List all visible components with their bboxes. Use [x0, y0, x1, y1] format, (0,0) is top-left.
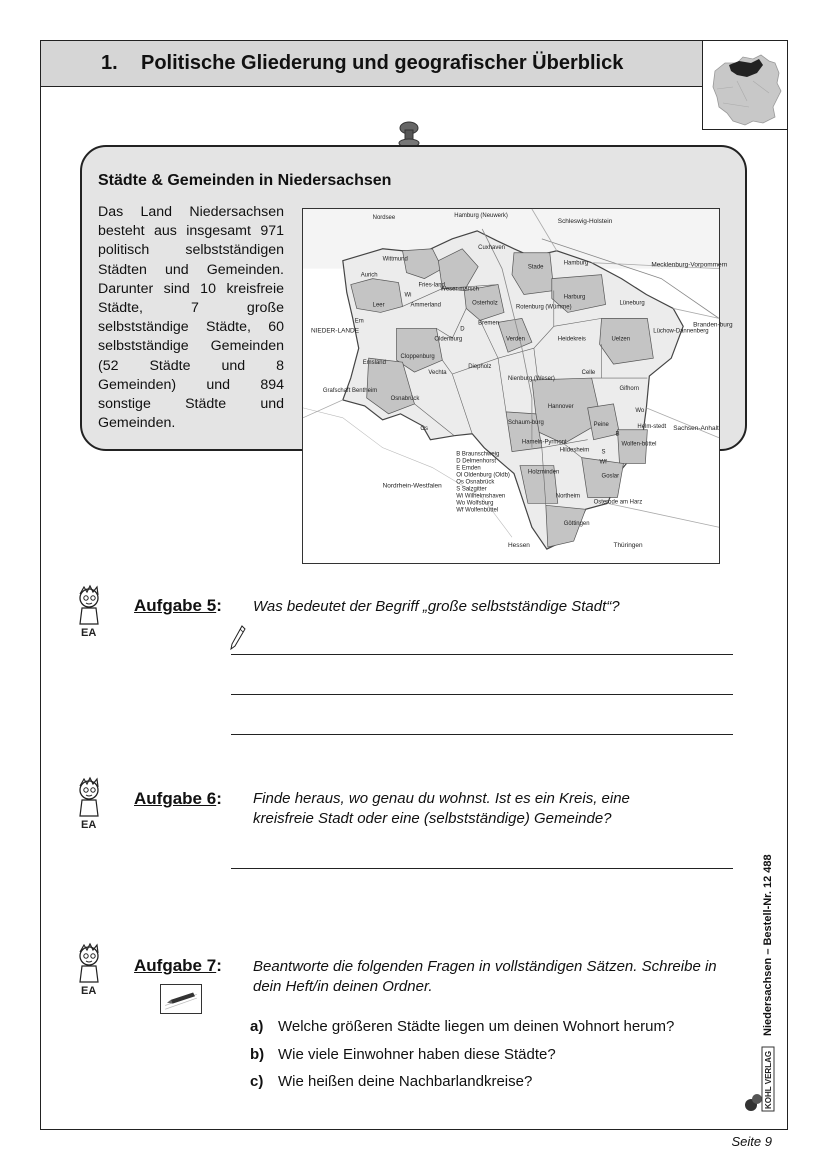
map-label-hameln: Hameln-Pyrmont [521, 439, 567, 446]
task-6-text: Finde heraus, wo genau du wohnst. Ist es ein Kreis, eine kreisfreie Stadt oder eine (selbstständige) Gemeinde? [253, 790, 630, 827]
map-label-mecklenburg: Mecklenburg-Vorpommern [651, 261, 728, 269]
map-label-nienburg: Nienburg (Weser) [508, 376, 555, 383]
map-label-friesland: Fries-land [418, 282, 445, 289]
student-figure-icon [72, 942, 106, 1004]
task-7-item: b) Wie viele Einwohner haben diese Städte? [250, 1046, 556, 1063]
task-5-text: Was bedeutet der Begriff „große selbstständige Stadt“? [253, 598, 620, 615]
pencil-icon [230, 624, 246, 652]
map-label-schaumburg: Schaum-burg [508, 419, 544, 426]
task-7-label: Aufgabe 7: [134, 956, 222, 975]
map-label-osterholz: Osterholz [472, 300, 498, 307]
map-label-hamburg: Hamburg [563, 260, 589, 267]
answer-line[interactable] [231, 868, 733, 869]
svg-text:EA: EA [81, 627, 97, 639]
map-label-cloppenburg: Cloppenburg [400, 354, 435, 361]
map-legend-item: Wi Wilhelmshaven [456, 493, 506, 500]
map-label-thueringen: Thüringen [613, 542, 643, 550]
map-label-d: D [460, 326, 465, 333]
map-legend-item: Os Osnabrück [456, 479, 495, 486]
student-figure-icon [72, 776, 106, 838]
map-legend-item: Wo Wolfsburg [456, 500, 494, 507]
map-label-brandenburg: Branden-burg [693, 321, 733, 329]
map-label-osterode: Osterode am Harz [593, 499, 643, 506]
map-label-grafschaft: Grafschaft Bentheim [322, 387, 378, 394]
publisher-logo [742, 1045, 776, 1115]
task-5-label: Aufgabe 5: [134, 596, 222, 615]
map-legend-item: E Emden [456, 465, 481, 472]
map-label-wo: Wo [635, 407, 645, 414]
svg-text:KOHL VERLAG: KOHL VERLAG [764, 1050, 773, 1109]
chapter-header [40, 40, 703, 87]
map-label-holzminden: Holzminden [527, 469, 560, 476]
map-label-celle: Celle [581, 370, 596, 377]
map-label-osnabrueck: Osnabrück [390, 395, 420, 402]
answer-line[interactable] [231, 654, 733, 655]
niedersachsen-map [302, 208, 733, 564]
chapter-number: 1. [101, 52, 118, 74]
notebook-writing-icon [160, 984, 202, 1014]
task-6-label: Aufgabe 6: [134, 789, 222, 808]
map-label-s: S [601, 449, 606, 456]
map-label-os: Os [420, 425, 429, 432]
svg-text:EA: EA [81, 819, 97, 831]
map-label-wittmund: Wittmund [382, 256, 408, 263]
order-number-sidebar: Niedersachsen – Bestell-Nr. 12 488 [762, 854, 774, 1036]
map-label-nrw: Nordrhein-Westfalen [382, 482, 442, 490]
map-legend-item: Ol Oldenburg (Oldb) [456, 472, 510, 479]
map-label-heidekreis: Heidekreis [557, 336, 586, 343]
answer-line[interactable] [231, 694, 733, 695]
info-box-title: Städte & Gemeinden in Niedersachsen [98, 172, 392, 189]
task-7-text: Beantworte die folgenden Fragen in vollständigen Sätzen. Schreibe in dein Heft/in deinen Ordner. [253, 958, 717, 995]
map-label-uelzen: Uelzen [611, 336, 631, 343]
map-label-bremen: Bremen [478, 320, 500, 327]
map-label-emsland: Emsland [362, 360, 386, 367]
map-label-stade: Stade [527, 264, 544, 271]
map-label-hessen: Hessen [508, 542, 530, 550]
map-label-oldenburg: Oldenburg [434, 336, 463, 343]
student-figure-icon [72, 584, 106, 646]
map-label-wolfenbuettel: Wolfen-büttel [621, 441, 657, 448]
map-label-wf: Wf [599, 459, 607, 466]
map-label-wi: Wi [404, 292, 412, 299]
task-7-item: a) Welche größeren Städte liegen um deinen Wohnort herum? [250, 1018, 675, 1035]
task-7-item: c) Wie heißen deine Nachbarlandkreise? [250, 1073, 533, 1090]
svg-text:EA: EA [81, 985, 97, 997]
map-legend-item: B Braunschweig [456, 451, 500, 458]
map-label-niederlande: NIEDER-LANDE [310, 327, 360, 335]
map-label-rotenburg: Rotenburg (Wümme) [515, 304, 572, 311]
map-label-diepholz: Diepholz [468, 364, 492, 371]
map-label-hamburg-neuwerk: Hamburg (Neuwerk) [454, 212, 508, 219]
map-label-leer: Leer [372, 302, 385, 309]
answer-line[interactable] [231, 734, 733, 735]
map-label-peine: Peine [593, 421, 609, 428]
map-legend-item: S Salzgitter [456, 486, 487, 493]
map-label-ammerland: Ammerland [410, 302, 441, 309]
map-label-em: Em [354, 318, 364, 325]
map-label-lueneburg: Lüneburg [619, 300, 645, 307]
map-label-gifhorn: Gifhorn [619, 385, 640, 392]
map-label-luechow: Lüchow-Dannenberg [653, 328, 709, 335]
map-label-harburg: Harburg [563, 294, 586, 301]
info-box-text: Das Land Niedersachsen besteht aus insgesamt 971 politisch selbstständigen Städten und Gemeinden. Darunter sind 10 kreisfreie Städte, 7 große selbstständige Städte, 60 selbstständige Gemeinden (52 Städte und 8 Gemeinden) und 894 sonstige Städte und Gemeinden. [98, 204, 284, 432]
germany-locator-map-icon [702, 40, 788, 130]
map-label-hannover: Hannover [547, 403, 574, 410]
page-number: Seite 9 [731, 1134, 772, 1149]
map-label-aurich: Aurich [360, 272, 378, 279]
map-label-cuxhaven: Cuxhaven [478, 244, 505, 251]
map-label-goettingen: Göttingen [563, 521, 590, 528]
map-label-schleswig: Schleswig-Holstein [557, 217, 613, 225]
map-legend-item: Wf Wolfenbüttel [456, 507, 499, 514]
map-label-nordsee: Nordsee [372, 214, 396, 221]
map-label-northeim: Northeim [555, 493, 580, 500]
map-label-hildesheim: Hildesheim [559, 447, 590, 454]
map-legend-item: D Delmenhorst [456, 458, 496, 465]
map-label-sachsen-anhalt: Sachsen-Anhalt [673, 424, 719, 432]
chapter-title-text: Politische Gliederung und geografischer Überblick [141, 52, 624, 74]
map-label-b: B [615, 431, 620, 438]
map-label-helmstedt: Helm-stedt [637, 423, 667, 430]
map-label-goslar: Goslar [601, 473, 620, 480]
chapter-title [101, 52, 623, 75]
map-label-wesermarsch: Weser-marsch [440, 286, 479, 293]
map-label-verden: Verden [506, 336, 525, 343]
map-label-vechta: Vechta [428, 370, 447, 377]
